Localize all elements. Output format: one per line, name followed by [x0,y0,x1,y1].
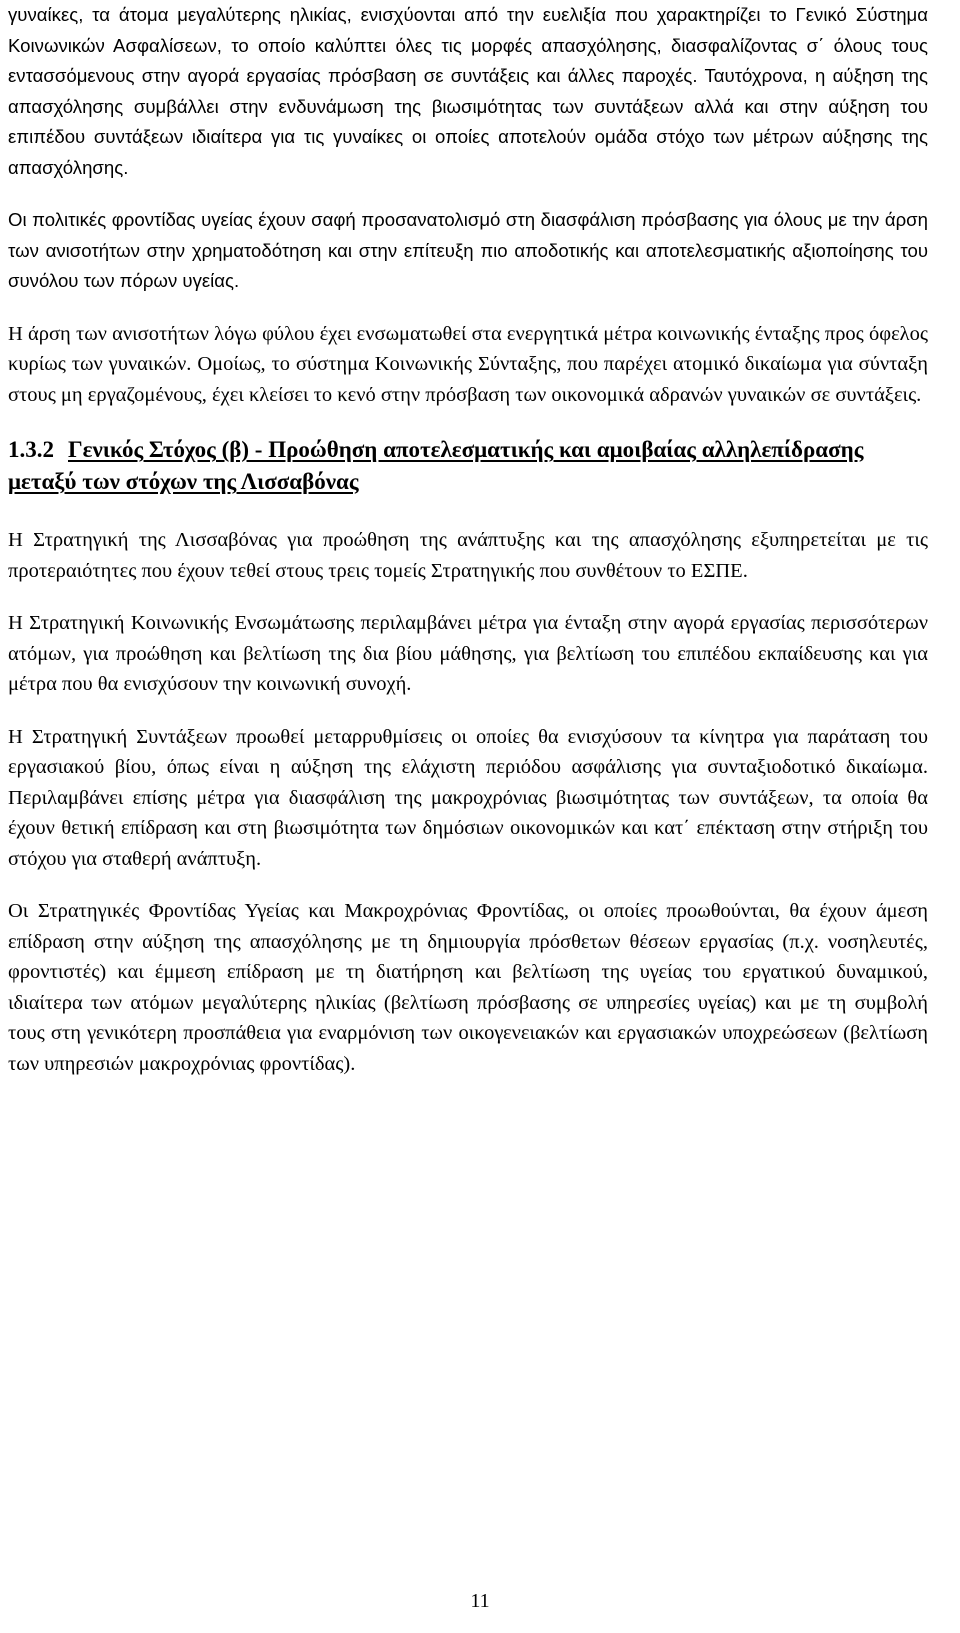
paragraph-gender-inequalities: Η άρση των ανισοτήτων λόγω φύλου έχει ενσωματωθεί στα ενεργητικά μέτρα κοινωνικής ένταξης προς όφελος κυρίως των γυναικών. Ομοίως, το σύστημα Κοινωνικής Σύνταξης, που παρέχει ατομικό δικαίωμα για σύνταξη στους μη εργαζομένους, έχει κλείσει το κενό στην πρόσβαση των οικονομικά αδρανών γυναικών σε συντάξεις. [8,322,928,406]
paragraph-pension-strategy: Η Στρατηγική Συντάξεων προωθεί μεταρρυθμίσεις οι οποίες θα ενισχύσουν τα κίνητρα για παράταση του εργασιακού βίου, όπως είναι η αύξηση της ελάχιστη περιόδου ασφάλισης για συνταξιοδοτικό δικαίωμα. Περιλαμβάνει επίσης μέτρα για διασφάλιση της μακροχρόνιας βιωσιμότητας των συντάξεων, τα οποία θα έχουν θετική επίδραση και στη βιωσιμότητα των δημόσιων οικονομικών και κατ΄ επέκταση στην στήριξη του στόχου για σταθερή ανάπτυξη. [8,725,928,870]
section-number: 1.3.2 [8,437,54,462]
paragraph-lisbon-strategy: Η Στρατηγική της Λισσαβόνας για προώθηση της ανάπτυξης και της απασχόλησης εξυπηρετείται με τις προτεραιότητες που έχουν τεθεί στους τρεις τομείς Στρατηγικής που συνθέτουν το ΕΣΠΕ. [8,529,928,582]
page-number: 11 [470,1590,490,1612]
section-heading [8,434,928,498]
paragraph-pension-flexibility: γυναίκες, τα άτομα μεγαλύτερης ηλικίας, ενισχύονται από την ευελιξία που χαρακτηρίζει το Γενικό Σύστημα Κοινωνικών Ασφαλίσεων, το οποίο καλύπτει όλες τις μορφές απασχόλησης, διασφαλίζοντας σ΄ όλους τους εντασσόμενους στην αγορά εργασίας πρόσβαση σε συντάξεις και άλλες παροχές. Ταυτόχρονα, η αύξηση της απασχόλησης συμβάλλει στην ενδυνάμωση της βιωσιμότητας των συντάξεων αλλά και στην αύξηση του επιπέδου συντάξεων ιδιαίτερα για τις γυναίκες οι οποίες αποτελούν ομάδα στόχο των μέτρων αύξησης της απασχόλησης. [8,4,928,178]
paragraph-social-inclusion-strategy: Η Στρατηγική Κοινωνικής Ενσωμάτωσης περιλαμβάνει μέτρα για ένταξη στην αγορά εργασίας περισσότερων ατόμων, για προώθηση και βελτίωση της δια βίου μάθησης, για βελτίωση του επιπέδου εκπαίδευσης και για μέτρα που θα ενισχύσουν την κοινωνική συνοχή. [8,612,928,695]
paragraph-health-care-policies: Οι πολιτικές φροντίδας υγείας έχουν σαφή προσανατολισμό στη διασφάλιση πρόσβασης για όλους με την άρση των ανισοτήτων στην χρηματοδότηση και στην επίτευξη πιο αποδοτικής και αποτελεσματικής αξιοποίησης του συνόλου των πόρων υγείας. [8,209,928,291]
paragraph-health-care-strategy: Οι Στρατηγικές Φροντίδας Υγείας και Μακροχρόνιας Φροντίδας, οι οποίες προωθούνται, θα έχουν άμεση επίδραση στην αύξηση της απασχόλησης με τη δημιουργία πρόσθετων θέσεων εργασίας (π.χ. νοσηλευτές, φροντιστές) και έμμεση επίδραση με τη διατήρηση και βελτίωση της υγείας του εργατικού δυναμικού, ιδιαίτερα των ατόμων μεγαλύτερης ηλικίας (βελτίωση πρόσβασης σε υπηρεσίες υγείας) και με τη συμβολή τους στη γενικότερη προσπάθεια για εναρμόνιση των οικογενειακών και εργασιακών υποχρεώσεων (βελτίωση των υπηρεσιών μακροχρόνιας φροντίδας). [8,900,928,1075]
document-page [8,0,928,1079]
section-title: Γενικός Στόχος (β) - Προώθηση αποτελεσματικής και αμοιβαίας αλληλεπίδρασης μεταξύ των στόχων της Λισσαβόνας [8,437,864,494]
